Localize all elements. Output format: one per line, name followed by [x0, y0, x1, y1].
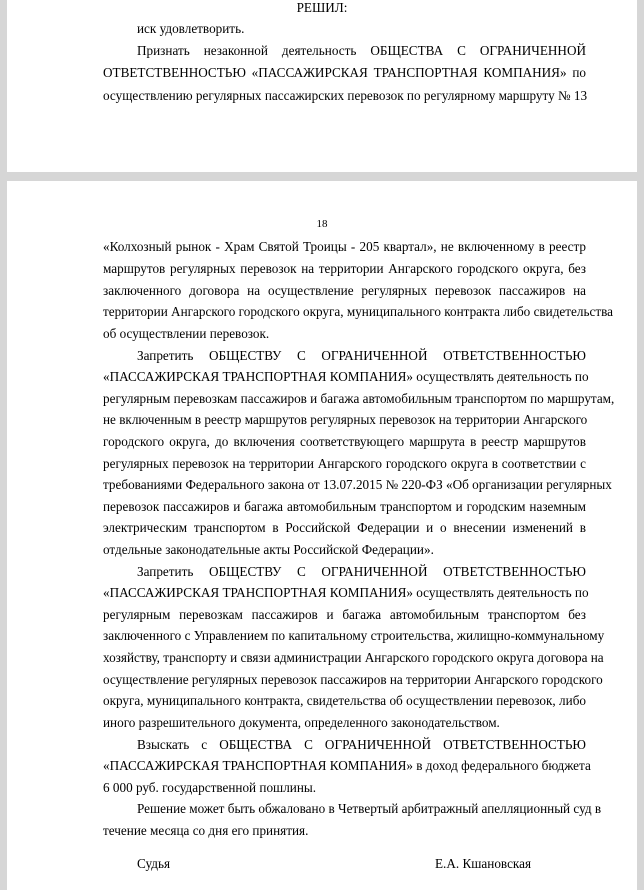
- text-line: городского округа, до включения соответствующего маршрута в реестр маршрутов: [103, 434, 586, 449]
- text-line: требованиями Федерального закона от 13.07.2015 № 220-ФЗ «Об организации регулярных: [103, 477, 612, 492]
- text-line: «ПАССАЖИРСКАЯ ТРАНСПОРТНАЯ КОМПАНИЯ» осуществлять деятельность по: [103, 369, 589, 384]
- text-line: территории Ангарского городского округа, муниципального контракта либо свидетельства: [103, 304, 614, 319]
- text-line: 6 000 руб. государственной пошлины.: [103, 780, 317, 795]
- text-line: заключенного договора на осуществление регулярных перевозок пассажиров на: [103, 283, 586, 298]
- judge-title: Судья: [137, 856, 171, 871]
- document-page-18: [7, 181, 637, 890]
- text-line: хозяйству, транспорту и связи администрации Ангарского городского округа договора на: [103, 650, 604, 665]
- text-line: «ПАССАЖИРСКАЯ ТРАНСПОРТНАЯ КОМПАНИЯ» осуществлять деятельность по: [103, 585, 589, 600]
- page-number: 18: [316, 218, 328, 230]
- text-line: Запретить ОБЩЕСТВУ С ОГРАНИЧЕННОЙ ОТВЕТСТВЕННОСТЬЮ: [137, 348, 586, 363]
- decision-heading: РЕШИЛ:: [296, 0, 348, 15]
- document-page-17: [7, 0, 637, 172]
- text-line: округа, муниципального контракта, свидетельства об осуществлении перевозок, либо: [103, 693, 586, 708]
- text-line: ОТВЕТСТВЕННОСТЬЮ «ПАССАЖИРСКАЯ ТРАНСПОРТНАЯ КОМПАНИЯ» по: [103, 65, 586, 80]
- text-line: регулярным перевозкам пассажиров и багажа автомобильным транспортом без: [103, 607, 586, 622]
- text-line: «ПАССАЖИРСКАЯ ТРАНСПОРТНАЯ КОМПАНИЯ» в доход федерального бюджета: [103, 758, 591, 773]
- text-line: заключенного с Управлением по капитальному строительства, жилищно-коммунальному: [103, 628, 605, 643]
- text-line: электрическим транспортом в Российской Федерации и о внесении изменений в: [103, 520, 586, 535]
- text-line: «Колхозный рынок - Храм Святой Троицы - 205 квартал», не включенному в реестр: [103, 239, 586, 254]
- text-line: осуществлению регулярных пассажирских перевозок по регулярному маршруту № 13: [103, 88, 588, 103]
- text-line: иск удовлетворить.: [137, 21, 245, 36]
- text-line: Взыскать с ОБЩЕСТВА С ОГРАНИЧЕННОЙ ОТВЕТСТВЕННОСТЬЮ: [137, 737, 586, 752]
- text-line: осуществление регулярных перевозок пассажиров на территории Ангарского городского: [103, 672, 603, 687]
- text-line: не включенным в реестр маршрутов регулярных перевозок на территории Ангарского: [103, 412, 588, 427]
- judge-name: Е.А. Кшановская: [435, 856, 532, 871]
- text-line: отдельные законодательные акты Российской Федерации».: [103, 542, 434, 557]
- text-line: Решение может быть обжаловано в Четвертый арбитражный апелляционный суд в: [137, 801, 602, 816]
- text-line: регулярных перевозок на территории Ангарского городского округа в соответствии с: [103, 456, 586, 471]
- text-line: перевозок пассажиров и багажа автомобильным транспортом и городским наземным: [103, 499, 586, 514]
- text-line: течение месяца со дня его принятия.: [103, 823, 309, 838]
- text-line: Признать незаконной деятельность ОБЩЕСТВА С ОГРАНИЧЕННОЙ: [137, 43, 586, 58]
- text-line: иного разрешительного документа, определенного законодательством.: [103, 715, 500, 730]
- text-line: об осуществлении перевозок.: [103, 326, 270, 341]
- text-line: маршрутов регулярных перевозок на территории Ангарского городского округа, без: [103, 261, 586, 276]
- text-line: регулярным перевозкам пассажиров и багажа автомобильным транспортом по маршрутам,: [103, 391, 615, 406]
- text-line: Запретить ОБЩЕСТВУ С ОГРАНИЧЕННОЙ ОТВЕТСТВЕННОСТЬЮ: [137, 564, 586, 579]
